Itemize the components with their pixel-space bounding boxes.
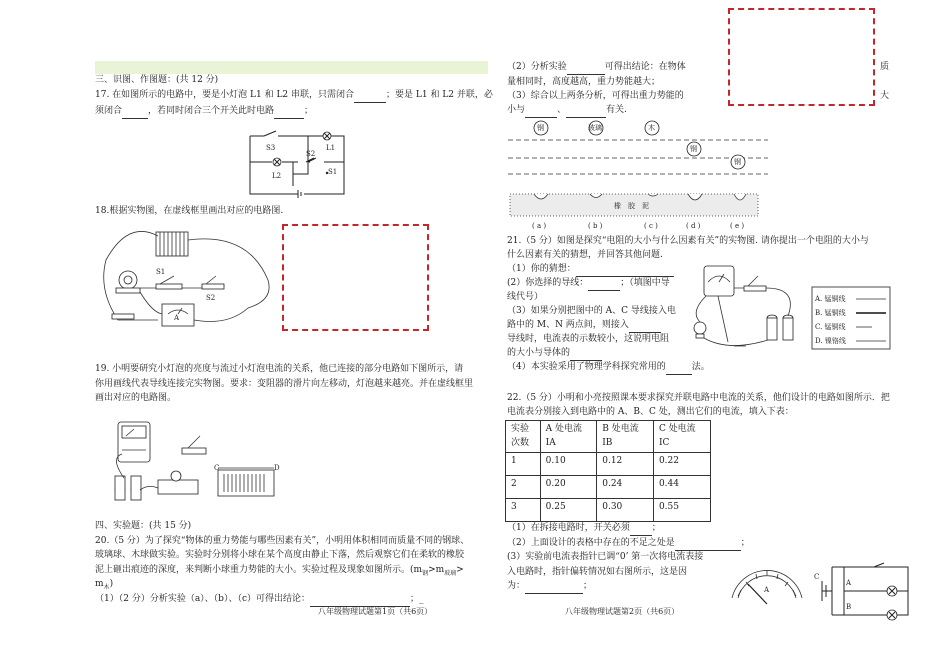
- q20-line3: 泥上砸出痕迹的深度，来判断小球重力势能的大小。实验过程及现象如图所示。($m_钢>m_{玻璃}>$: [95, 565, 464, 577]
- q19-c-label: C: [214, 464, 220, 472]
- panel-e-label: ( e ): [730, 222, 745, 230]
- wire-d-label: D. 镍铬线: [815, 337, 846, 345]
- page2-footer: 八年级物理试题第2页（共6页）: [565, 607, 680, 616]
- current-table: [505, 420, 711, 522]
- s3-label: S3: [266, 144, 276, 152]
- wire-c-label: C. 锰铜线: [815, 323, 846, 331]
- q19-line2: 你用画线代表导线连接完实物图。要求：变阻器的滑片向左移动，灯泡越来越亮。并在虚线框里: [95, 379, 474, 389]
- s2-label: S2: [306, 150, 316, 158]
- table-cell: 0.44: [653, 476, 710, 499]
- table-cell: 3: [506, 499, 541, 522]
- q20-part3-tail: 大: [880, 91, 890, 101]
- q18-a-label: A: [174, 314, 180, 322]
- q19-line1: 19. 小明要研究小灯泡的亮度与流过小灯泡电流的关系，他已连接的部分电路如下图所示，请: [95, 364, 464, 374]
- table-cell: 0.20: [540, 476, 597, 499]
- mud-label: 橡 胶 泥: [614, 202, 649, 210]
- panel-b-label: ( b ): [588, 222, 603, 230]
- table-header-cell: A 处电流 IA: [540, 421, 597, 453]
- q20-line2: 玻璃球、木球做实验。实验时分别将小球在某个高度由静止下落，然后观察它们在柔软的橡胶: [95, 550, 465, 560]
- table-header-row: [506, 421, 711, 453]
- panel-c-label: ( c ): [644, 222, 658, 230]
- q22-line2: 电流表分别接入到电路中的 A、B、C 处，测出它们的电流，填入下表：: [507, 407, 794, 417]
- table-cell: 1: [506, 453, 541, 476]
- circuit-a-label: A: [846, 579, 852, 587]
- q21-blank-2[interactable]: [588, 290, 620, 291]
- q17-blank-1[interactable]: [354, 102, 386, 103]
- q20-line4: $m_木$): [95, 579, 114, 591]
- q18-physical-circuit: [98, 222, 273, 334]
- panel-d-label: ( d ): [686, 222, 701, 230]
- circuit-b-label: B: [846, 603, 852, 611]
- q17-blank-3[interactable]: [274, 118, 304, 119]
- q21-blank-5[interactable]: [666, 374, 692, 375]
- page1-footer: 八年级物理试题第1页（共6页）: [318, 607, 433, 616]
- q20-line1: 20.（5 分）为了探究“物体的重力势能与哪些因素有关”，小明用体积相同而质量不同的钢球、: [95, 536, 470, 546]
- ball-c-label: 木: [648, 124, 655, 132]
- table-cell: 0.12: [597, 453, 654, 476]
- q20-part2-line2: 量相同时，高度越高，重力势能越大；: [507, 77, 661, 87]
- table-cell: 0.30: [597, 499, 654, 522]
- l1-label: L1: [326, 144, 336, 152]
- q19-d-label: D: [274, 464, 280, 472]
- q18-text: 18.根据实物图，在虚线框里画出对应的电路图.: [95, 206, 284, 216]
- q21-part3: （3）如果分别把图中的 A、C 导线接入电: [507, 306, 676, 316]
- q22-blank-1[interactable]: [630, 535, 652, 536]
- q18-s2-label: S2: [206, 294, 216, 302]
- ball-a-label: 钢: [537, 124, 544, 132]
- l2-label: L2: [272, 172, 282, 180]
- ammeter-a-label: A: [764, 586, 770, 594]
- table-header-cell: 实验 次数: [506, 421, 541, 453]
- q22-part1: （1）在拆接电路时，开关必须 ；: [507, 522, 661, 536]
- q21-part1: （1）你的猜想：: [507, 263, 674, 277]
- q20-experiment-figure: [508, 118, 768, 230]
- q22-circuit: [812, 563, 912, 619]
- wire-board: [812, 287, 892, 351]
- q19-apparatus: [100, 418, 280, 510]
- q22-part3-line2: 入电路时，指针偏转情况如右图所示，这是因: [507, 567, 688, 577]
- ball-e-label: 钢: [734, 158, 741, 166]
- q22-blank-3[interactable]: [525, 593, 583, 594]
- table-cell: 0.55: [653, 499, 710, 522]
- q20-part2: （2）分析实验 可得出结论：在物体: [507, 61, 686, 75]
- q21-line1: 21.（5 分）如图是探究“电阻的大小与什么因素有关”的实物图. 请你提出一个电阻的大小与: [507, 236, 869, 246]
- table-cell: 0.22: [653, 453, 710, 476]
- circuit-c-label: C: [814, 573, 820, 581]
- q21-part2-line2: 线代号）: [507, 292, 544, 302]
- q17-line1: 17. 在如图所示的电路中，要是小灯泡 L1 和 L2 串联，只需闭合 ；要是 L1 和 L2 并联，必: [95, 89, 493, 103]
- wire-b-label: B. 锰铜线: [815, 309, 846, 317]
- table-row: [506, 453, 711, 476]
- wire-a-label: A. 锰铜线: [815, 295, 846, 303]
- table-header-cell: B 处电流 IB: [597, 421, 654, 453]
- section3-title: 三、识图、作图题：(共 12 分): [95, 75, 219, 85]
- table-row: [506, 499, 711, 522]
- table-header-cell: C 处电流 IC: [653, 421, 710, 453]
- q22-part2: （2）上面设计的表格中存在的不足之处是 ；: [507, 537, 750, 551]
- q19-answer-box[interactable]: [728, 8, 875, 106]
- section-highlight-band: [95, 61, 488, 74]
- q18-s1-label: S1: [156, 268, 166, 276]
- q17-blank-2[interactable]: [122, 118, 148, 119]
- q22-line1: 22.（5 分）小明和小亮按照课本要求探究并联电路中电流的关系，他们设计的电路如图所示．把: [507, 393, 890, 403]
- panel-a-label: ( a ): [532, 222, 547, 230]
- ball-d-label: 钢: [690, 145, 697, 153]
- section4-title: 四、实验题：(共 15 分): [95, 521, 192, 531]
- q21-part3-line4: 的大小与导体的: [507, 347, 602, 361]
- table-cell: 0.25: [540, 499, 597, 522]
- ball-b-label: 玻璃: [588, 124, 602, 132]
- s1-label: S1: [328, 168, 338, 176]
- q20-part3-line2: 小与 、 有关.: [507, 104, 627, 118]
- ammeter-dial: [728, 560, 806, 610]
- q21-apparatus: [688, 262, 808, 352]
- q21-part4: （4）本实验采用了物理学科探究常用的 法。: [507, 361, 710, 375]
- q20-part3: （3）综合以上两条分析，可得出重力势能的: [507, 91, 684, 101]
- table-cell: 0.10: [540, 453, 597, 476]
- q20-part1: （1）（2 分）分析实验（a）、（b）、（c）可得出结论： ；_: [95, 593, 424, 607]
- q17-line2: 须闭合 ，若同时闭合三个开关此时电路 ；: [95, 105, 313, 119]
- q22-part3-line3: 为： ；: [507, 580, 592, 594]
- table-cell: 0.24: [597, 476, 654, 499]
- q17-circuit-diagram: [248, 128, 348, 202]
- q18-answer-box[interactable]: [282, 224, 429, 331]
- table-row: [506, 476, 711, 499]
- q21-part3-line3: 导线时，电流表的示数较小，这说明电阻: [507, 334, 670, 344]
- q21-part3-line2: 路中的 M、N 两点间，则接入: [507, 319, 661, 333]
- q20-part2-tail: 质: [880, 62, 890, 72]
- q21-part2: (2）你选择的导线： ；（填图中导: [507, 277, 670, 291]
- q22-part3: (3）实验前电流表指针已调“0’ 第一次将电流表接: [507, 552, 704, 562]
- q21-line2: 什么因素有关的猜想，并回答其他问题.: [507, 250, 663, 260]
- q19-line3: 画出对应的电路图。: [95, 393, 177, 403]
- q20-blank-2[interactable]: [567, 74, 605, 75]
- table-cell: 2: [506, 476, 541, 499]
